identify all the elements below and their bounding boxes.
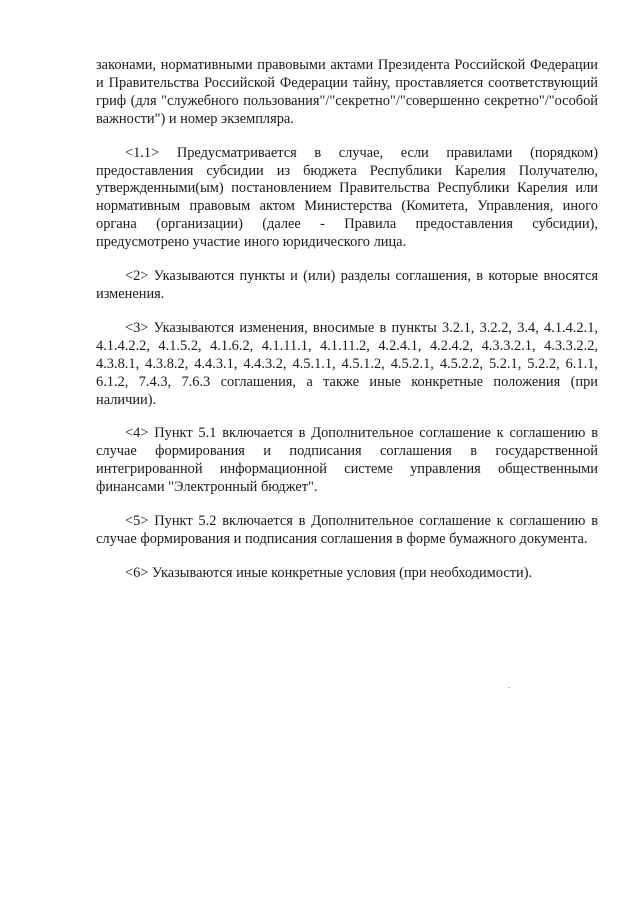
footnote-1-1: <1.1> Предусматривается в случае, если правилами (порядком) предоставления субсидии из бюджета Республики Карелия Получателю, утвержденными(ым) постановлением Правительства Республики Карелия или нормативным правовым актом Министерства (Комитета, Управления, иного органа (организации) (далее - Правила предоставления субсидии), предусмотрено участие иного юридического лица. [96,144,598,251]
scan-speck [508,687,510,688]
footnote-5: <5> Пункт 5.2 включается в Дополнительное соглашение к соглашению в случае формирования и подписания соглашения в форме бумажного документа. [96,513,598,547]
footnote-3: <3> Указываются изменения, вносимые в пункты 3.2.1, 3.2.2, 3.4, 4.1.4.2.1, 4.1.4.2.2, 4.1.5.2, 4.1.6.2, 4.1.11.1, 4.1.11.2, 4.2.4.1, 4.2.4.2, 4.3.3.2.1, 4.3.3.2.2, 4.3.8.1, 4.3.8.2, 4.4.3.1, 4.4.3.2, 4.5.1.1, 4.5.1.2, 4.5.2.1, 4.5.2.2, 5.2.1, 5.2.2, 6.1.1, 6.1.2, 7.4.3, 7.6.3 соглашения, а также иные конкретные положения (при наличии). [96,319,598,408]
paragraph-continuation: законами, нормативными правовыми актами Президента Российской Федерации и Правительства Российской Федерации тайну, проставляется соответствующий гриф (для "служебного пользования"/"секретно"/"совершенно секретно"/"особой важности") и номер экземпляра. [96,57,598,127]
footnote-6: <6> Указываются иные конкретные условия (при необходимости). [125,564,533,581]
footnote-2: <2> Указываются пункты и (или) разделы соглашения, в которые вносятся изменения. [96,268,598,302]
document-page [96,57,598,583]
footnote-4: <4> Пункт 5.1 включается в Дополнительное соглашение к соглашению в случае формирования и подписания соглашения в государственной интегрированной информационной системе управления общественными финансами "Электронный бюджет". [96,425,598,496]
